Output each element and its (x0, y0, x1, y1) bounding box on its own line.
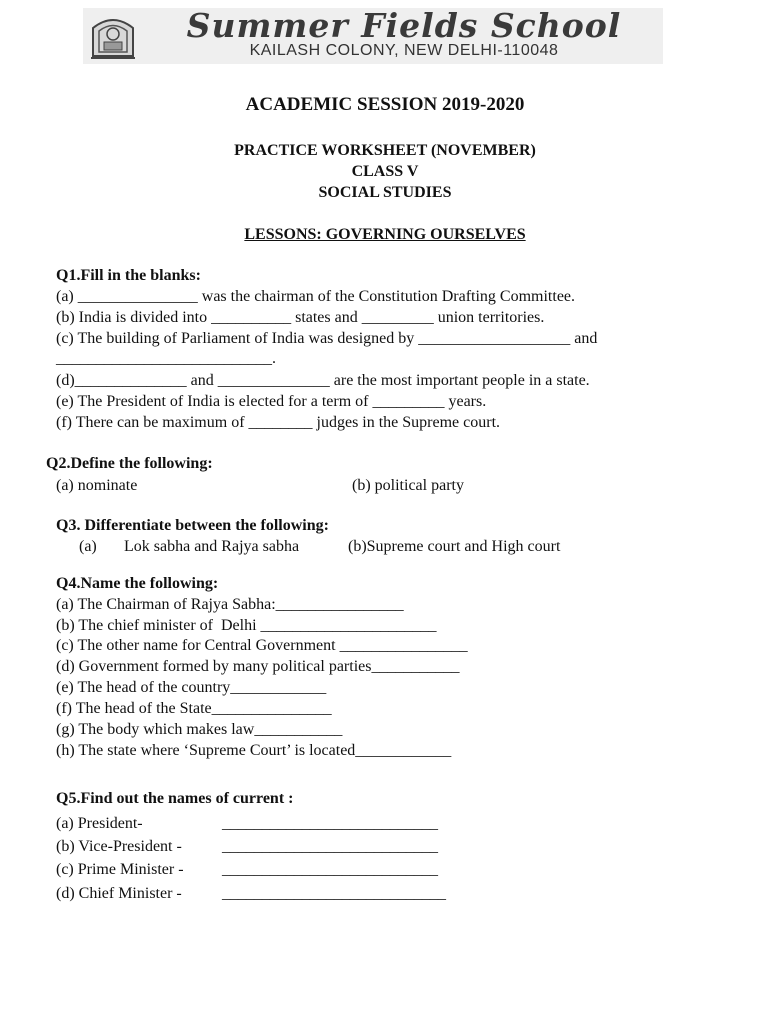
q4-line: (a) The Chairman of Rajya Sabha:________________ (56, 596, 404, 613)
q5-blank: ___________________________ (222, 838, 438, 855)
subject-title: SOCIAL STUDIES (318, 184, 452, 201)
class-title: CLASS V (351, 163, 419, 180)
worksheet-title: PRACTICE WORKSHEET (NOVEMBER) (234, 142, 536, 159)
q5-label: (b) Vice-President - (56, 838, 182, 855)
q3-item-a-label: (a) (79, 538, 97, 555)
q1-line: (b) India is divided into __________ states and _________ union territories. (56, 309, 545, 326)
q3-item-b: (b)Supreme court and High court (348, 538, 561, 555)
q3-title: Q3. Differentiate between the following: (56, 517, 329, 534)
q2-item-a: (a) nominate (56, 477, 138, 494)
q1-line: (d)______________ and ______________ are the most important people in a state. (56, 372, 590, 389)
q5-blank: ___________________________ (222, 861, 438, 878)
q2-item-b: (b) political party (352, 477, 464, 494)
q5-title: Q5.Find out the names of current : (56, 790, 294, 807)
q5-label: (a) President- (56, 815, 143, 832)
q4-title: Q4.Name the following: (56, 575, 219, 592)
q1-line: (a) _______________ was the chairman of the Constitution Drafting Committee. (56, 288, 576, 305)
q1-line: ___________________________. (56, 350, 276, 367)
q3-item-a: Lok sabha and Rajya sabha (124, 538, 300, 555)
q4-line: (h) The state where ‘Supreme Court’ is located____________ (56, 742, 452, 759)
school-crest-icon (87, 10, 139, 62)
q4-line: (b) The chief minister of Delhi ______________________ (56, 617, 437, 634)
q5-blank: ___________________________ (222, 815, 438, 832)
q4-line: (c) The other name for Central Government ________________ (56, 637, 468, 654)
q4-line: (f) The head of the State_______________ (56, 700, 332, 717)
q4-line: (e) The head of the country____________ (56, 679, 327, 696)
session-title: ACADEMIC SESSION 2019-2020 (245, 94, 525, 115)
q2-title: Q2.Define the following: (46, 455, 213, 472)
school-name: Summer Fields School (186, 8, 622, 45)
lessons-title: LESSONS: GOVERNING OURSELVES (244, 226, 526, 243)
q1-title: Q1.Fill in the blanks: (56, 267, 201, 284)
q1-line: (e) The President of India is elected for a term of _________ years. (56, 393, 487, 410)
q4-line: (g) The body which makes law___________ (56, 721, 343, 738)
letterhead (83, 8, 663, 64)
q1-line: (c) The building of Parliament of India was designed by ___________________ and (56, 330, 598, 347)
q1-line: (f) There can be maximum of ________ judges in the Supreme court. (56, 414, 501, 431)
q5-label: (d) Chief Minister - (56, 885, 182, 902)
q5-label: (c) Prime Minister - (56, 861, 184, 878)
school-address: KAILASH COLONY, NEW DELHI-110048 (249, 42, 559, 59)
q4-line: (d) Government formed by many political parties___________ (56, 658, 460, 675)
q5-blank: ____________________________ (222, 885, 446, 902)
